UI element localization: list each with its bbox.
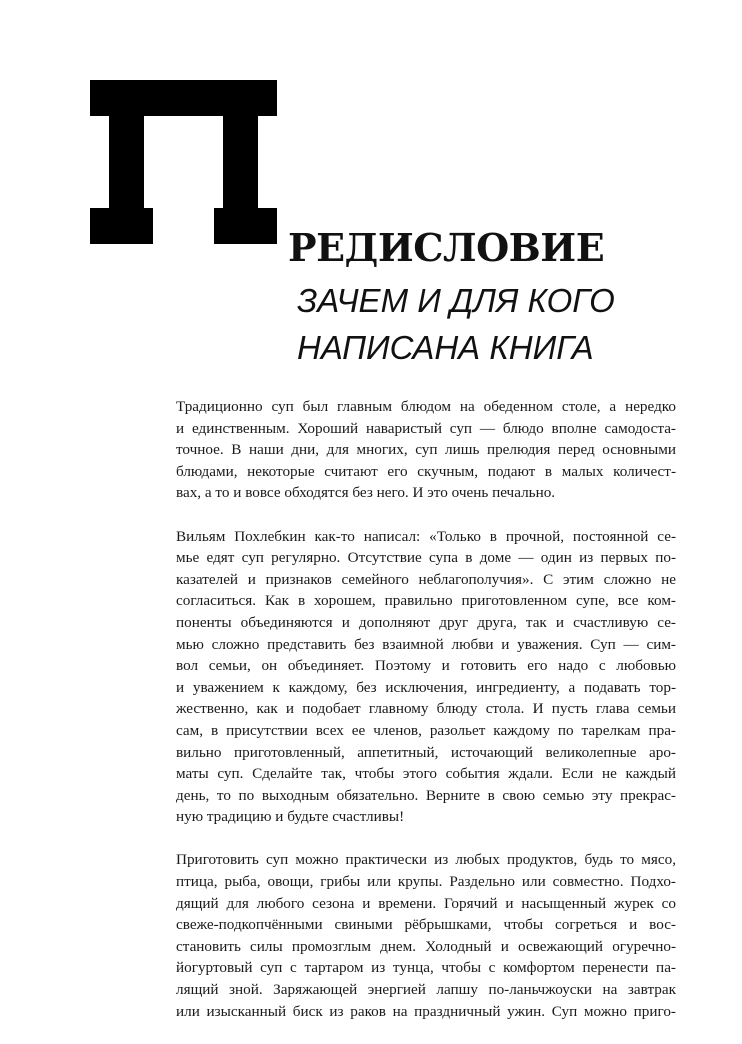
text-line: жественно, как и подобает главному блюду стола. И пусть глава семьи [176,700,676,718]
text-line: Вильям Похлебкин как-то написал: «Только в прочной, постоянной се- [176,527,676,545]
text-line: и единственным. Хороший наваристый суп — блюдо вполне самодоста- [176,419,676,437]
text-line: и уважением к каждому, без исключения, ингредиенту, а подавать тор- [176,678,676,696]
text-line: или изысканный биск из раков на праздничный ужин. Суп можно приго- [176,1002,676,1020]
drop-cap [90,80,277,244]
drop-cap-glyph [90,80,277,244]
text-line: мье едят суп регулярно. Отсутствие супа в доме — один из первых по- [176,549,676,567]
subtitle-line: НАПИСАНА КНИГА [297,329,594,366]
text-line: блюдами, некоторые считают его скучным, подают в малых количест- [176,462,676,480]
text-line: день, то по выходным обязательно. Верните в свою семью эту прекрас- [176,786,676,804]
body-text [176,396,676,1044]
text-line: ную традицию и будьте счастливы! [176,808,405,826]
text-line: Традиционно суп был главным блюдом на обеденном столе, а нередко [176,398,676,415]
text-line: вах, а то и вовсе обходятся без него. И это очень печально. [176,484,556,502]
text-line: йогуртовый суп с тартаром из тунца, чтобы с комфортом перенести па- [176,959,676,977]
subtitle-line: ЗАЧЕМ И ДЛЯ КОГО [297,282,615,319]
paragraph [176,396,676,504]
paragraph [176,849,676,1022]
text-line: вильно приготовленный, аппетитный, источающий великолепные аро- [176,743,676,761]
text-line: дящий для любого сезона и времени. Горячий и насыщенный журек со [176,894,676,912]
text-line: маты суп. Сделайте так, чтобы этого события ждали. Если не каждый [176,765,676,783]
text-line: вол семьи, он объединяет. Поэтому и готовить его надо с любовью [176,657,676,675]
text-line: сам, в присутствии всех ее членов, разольет каждому по тарелкам пра- [176,721,676,739]
text-line: свеже-подкопчёнными свиными рёбрышками, чтобы согреться и вос- [176,916,676,934]
text-line: лящий зной. Заряжающей энергией лапшу по-ланьчжоуски на завтрак [176,981,676,999]
text-line: Приготовить суп можно практически из любых продуктов, будь то мясо, [176,851,676,869]
chapter-title: РЕДИСЛОВИЕ [288,225,605,270]
text-line: поненты объединяются и дополняют друг друга, так и счастливую се- [176,613,676,631]
text-line: казателей и признаков семейного неблагополучия». С этим сложно не [176,570,676,588]
chapter-subtitle [297,277,615,371]
paragraph [176,526,676,828]
text-line: мью сложно представить без взаимной любви и уважения. Суп — сим- [176,635,676,653]
text-line: согласиться. Как в хорошем, правильно приготовленном супе, все ком- [176,592,676,610]
text-line: становить силы промозглым днем. Холодный и освежающий огуречно- [176,937,676,955]
text-line: точное. В наши дни, для многих, суп лишь прелюдия перед основными [176,441,676,459]
text-line: птица, рыба, овощи, грибы или крупы. Раздельно или совместно. Подхо- [176,873,676,891]
